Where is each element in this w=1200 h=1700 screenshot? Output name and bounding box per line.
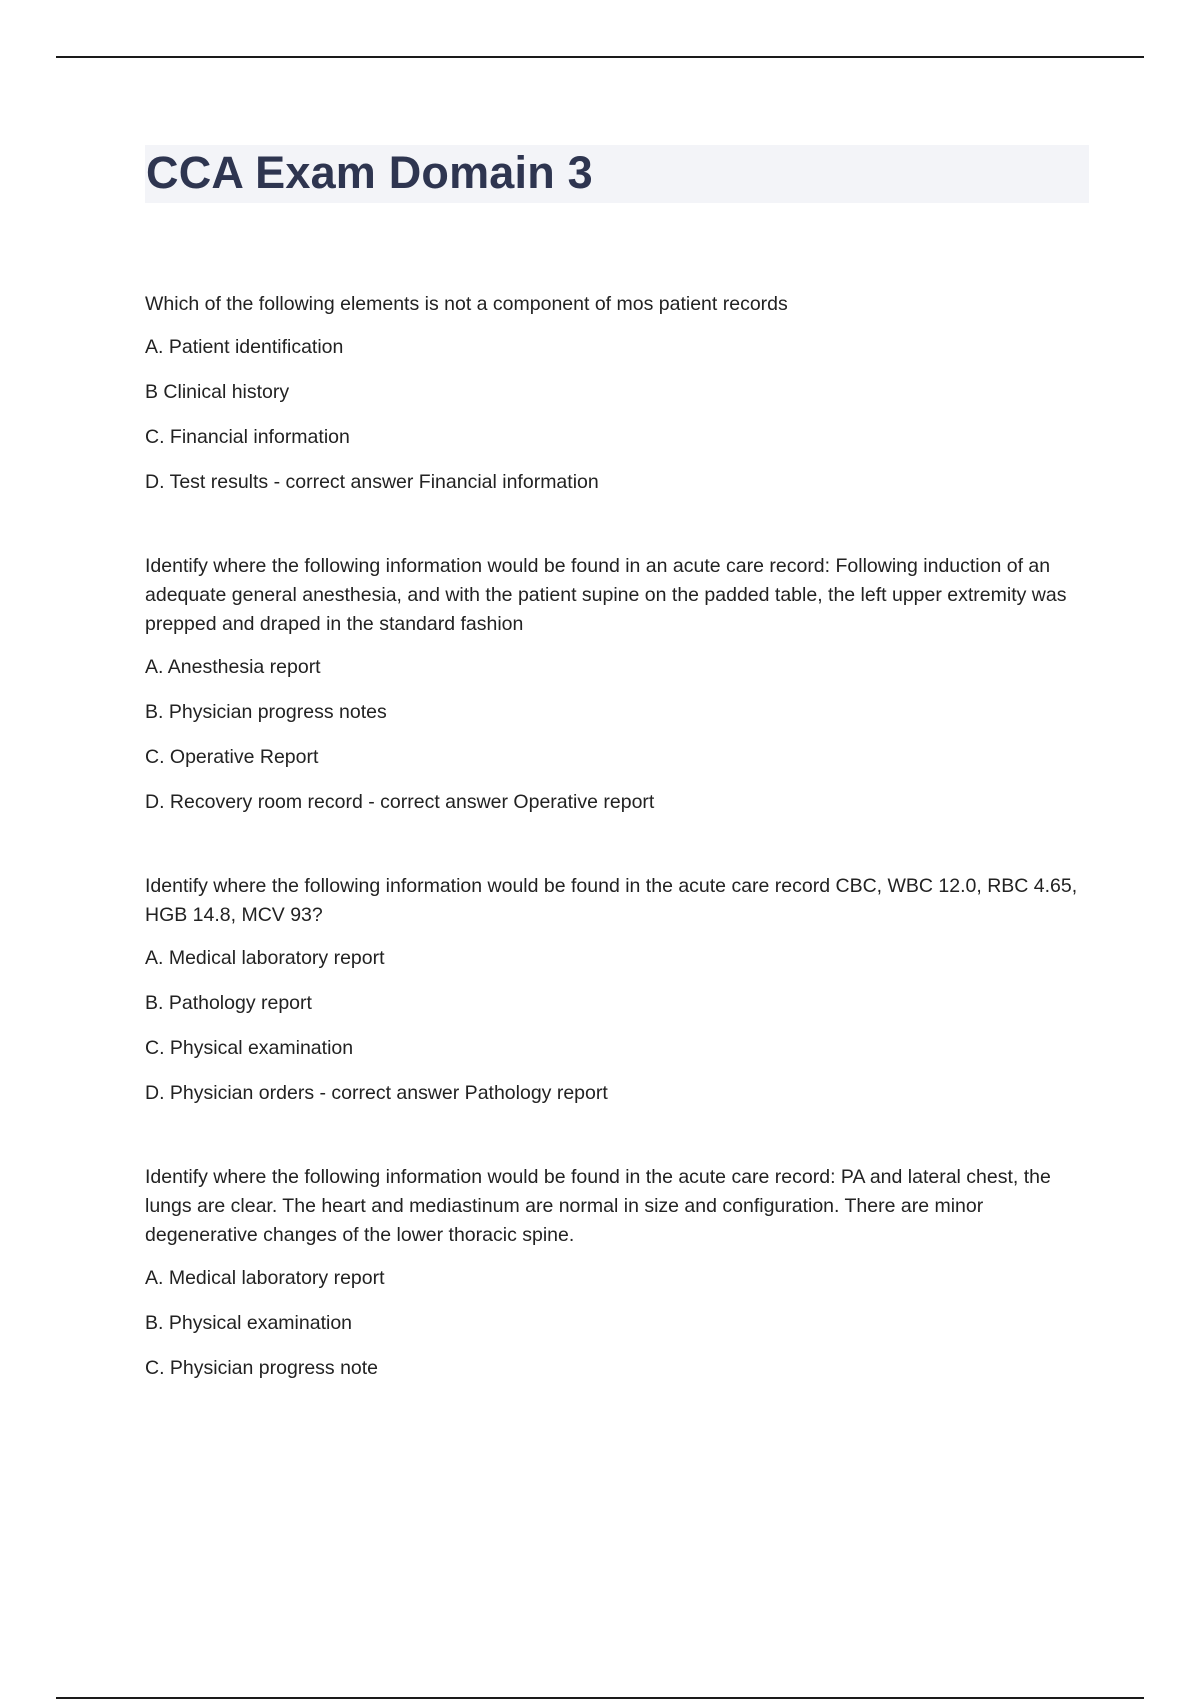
page-title: CCA Exam Domain 3 <box>146 147 593 198</box>
answer-option-d: D. Recovery room record - correct answer Operative report <box>145 791 655 813</box>
answer-option-b: B. Physical examination <box>145 1312 353 1334</box>
answer-option-a: A. Medical laboratory report <box>145 1267 385 1289</box>
question-block-4 <box>145 1163 1085 1383</box>
question-prompt: Identify where the following information would be found in the acute care record: PA and lateral chest, the lungs are clear. The heart and mediastinum are normal in size and configuration. There are minor degenerative changes of the lower thoracic spine. <box>145 1166 1051 1246</box>
question-prompt: Which of the following elements is not a component of mos patient records <box>145 293 788 315</box>
answer-option-d: D. Test results - correct answer Financial information <box>145 471 599 493</box>
footer-rule <box>56 1697 1144 1699</box>
answer-option-b: B. Pathology report <box>145 992 312 1014</box>
question-block-2 <box>145 552 1085 817</box>
answer-option-b: B Clinical history <box>145 381 290 403</box>
answer-option-c: C. Financial information <box>145 426 350 448</box>
header-rule <box>56 56 1144 58</box>
answer-option-c: C. Physician progress note <box>145 1357 379 1379</box>
answer-option-d: D. Physician orders - correct answer Pathology report <box>145 1082 608 1104</box>
answer-option-a: A. Medical laboratory report <box>145 947 385 969</box>
answer-option-b: B. Physician progress notes <box>145 701 387 723</box>
answer-option-c: C. Physical examination <box>145 1037 354 1059</box>
question-block-3 <box>145 872 1085 1108</box>
answer-option-c: C. Operative Report <box>145 746 319 768</box>
answer-option-a: A. Anesthesia report <box>145 656 321 678</box>
question-list <box>145 290 1085 1399</box>
question-prompt: Identify where the following information would be found in the acute care record CBC, WBC 12.0, RBC 4.65, HGB 14.8, MCV 93? <box>145 875 1078 926</box>
question-block-1 <box>145 290 1085 497</box>
answer-option-a: A. Patient identification <box>145 336 344 358</box>
question-prompt: Identify where the following information would be found in an acute care record: Following induction of an adequate general anesthesia, and with the patient supine on the padded table, the left upper extremity was prepped and draped in the standard fashion <box>145 555 1067 635</box>
